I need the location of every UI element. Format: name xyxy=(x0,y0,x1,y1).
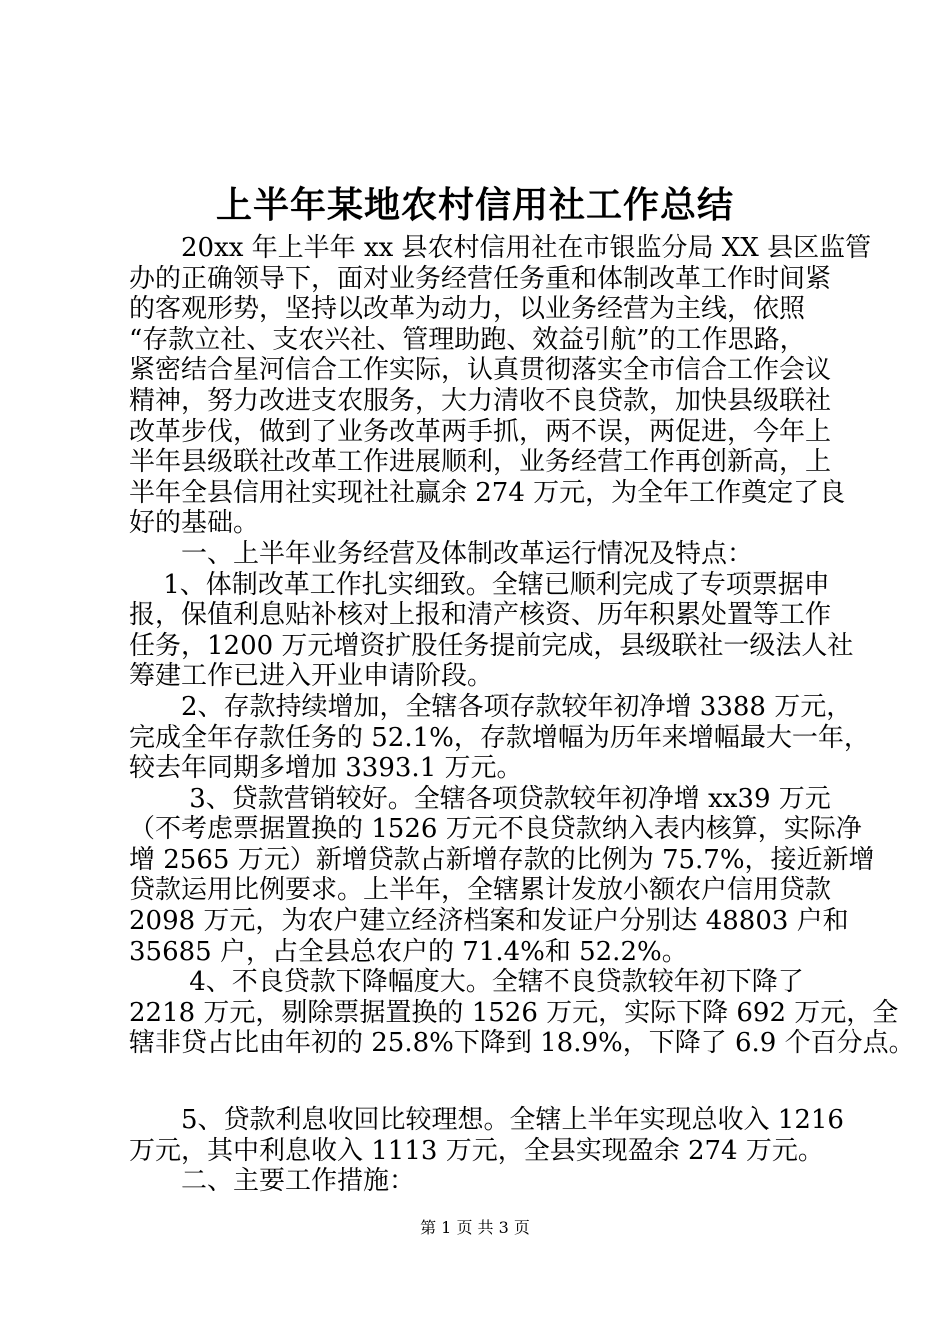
text-line: “存款立社、支农兴社、管理助跑、效益引航”的工作思路， xyxy=(129,324,806,355)
text-line: 半年全县信用社实现社社赢余 274 万元，为全年工作奠定了良 xyxy=(129,477,846,508)
text-line: 2098 万元，为农户建立经济档案和发证户分别达 48803 户和 xyxy=(129,906,849,937)
document-title: 上半年某地农村信用社工作总结 xyxy=(215,185,734,226)
text-line: 完成全年存款任务的 52.1%，存款增幅为历年来增幅最大一年， xyxy=(129,722,870,753)
section-heading: 二、主要工作措施： xyxy=(129,1166,416,1197)
section-heading: 一、上半年业务经营及体制改革运行情况及特点： xyxy=(129,538,754,569)
text-line: 的客观形势，坚持以改革为动力，以业务经营为主线，依照 xyxy=(129,294,806,325)
text-line: 半年县级联社改革工作进展顺利，业务经营工作再创新高，上 xyxy=(129,447,832,478)
text-line: 紧密结合星河信合工作实际，认真贯彻落实全市信合工作会议 xyxy=(129,355,832,386)
text-line: 增 2565 万元）新增贷款占新增存款的比例为 75.7%，接近新增 xyxy=(129,844,875,875)
text-line: 任务，1200 万元增资扩股任务提前完成，县级联社一级法人社 xyxy=(129,630,854,661)
text-line: 4、不良贷款下降幅度大。全辖不良贷款较年初下降了 xyxy=(129,967,804,998)
text-line: 贷款运用比例要求。上半年，全辖累计发放小额农户信用贷款 xyxy=(129,875,832,906)
text-line: 筹建工作已进入开业申请阶段。 xyxy=(129,661,494,692)
text-line: （不考虑票据置换的 1526 万元不良贷款纳入表内核算，实际净 xyxy=(129,814,862,845)
text-line: 5、贷款利息收回比较理想。全辖上半年实现总收入 1216 xyxy=(129,1105,844,1136)
text-line: 万元，其中利息收入 1113 万元，全县实现盈余 274 万元。 xyxy=(129,1135,824,1166)
text-line: 20xx 年上半年 xx 县农村信用社在市银监分局 XX 县区监管 xyxy=(129,233,872,263)
text-line: 3、贷款营销较好。全辖各项贷款较年初净增 xx39 万元 xyxy=(129,783,831,814)
text-line: 报，保值利息贴补核对上报和清产核资、历年积累处置等工作 xyxy=(129,600,832,631)
text-line: 1、体制改革工作扎实细致。全辖已顺利完成了专项票据申 xyxy=(129,569,830,600)
text-line: 改革步伐，做到了业务改革两手抓，两不误，两促进，今年上 xyxy=(129,416,832,447)
text-line: 2218 万元，剔除票据置换的 1526 万元，实际下降 692 万元，全 xyxy=(129,997,899,1028)
text-line: 精神，努力改进支农服务，大力清收不良贷款，加快县级联社 xyxy=(129,385,832,416)
text-line: 较去年同期多增加 3393.1 万元。 xyxy=(129,753,523,784)
text-line: 2、存款持续增加，全辖各项存款较年初净增 3388 万元， xyxy=(129,691,853,722)
text-line: 好的基础。 xyxy=(129,508,260,539)
text-line: 35685 户，占全县总农户的 71.4%和 52.2%。 xyxy=(129,936,688,967)
text-line: 辖非贷占比由年初的 25.8%下降到 18.9%，下降了 6.9 个百分点。 xyxy=(129,1028,915,1059)
text-line: 办的正确领导下，面对业务经营任务重和体制改革工作时间紧 xyxy=(129,263,832,294)
paragraph-gap xyxy=(129,1059,834,1105)
page-footer: 第 1 页 共 3 页 xyxy=(420,1218,530,1237)
document-body xyxy=(129,233,915,1197)
